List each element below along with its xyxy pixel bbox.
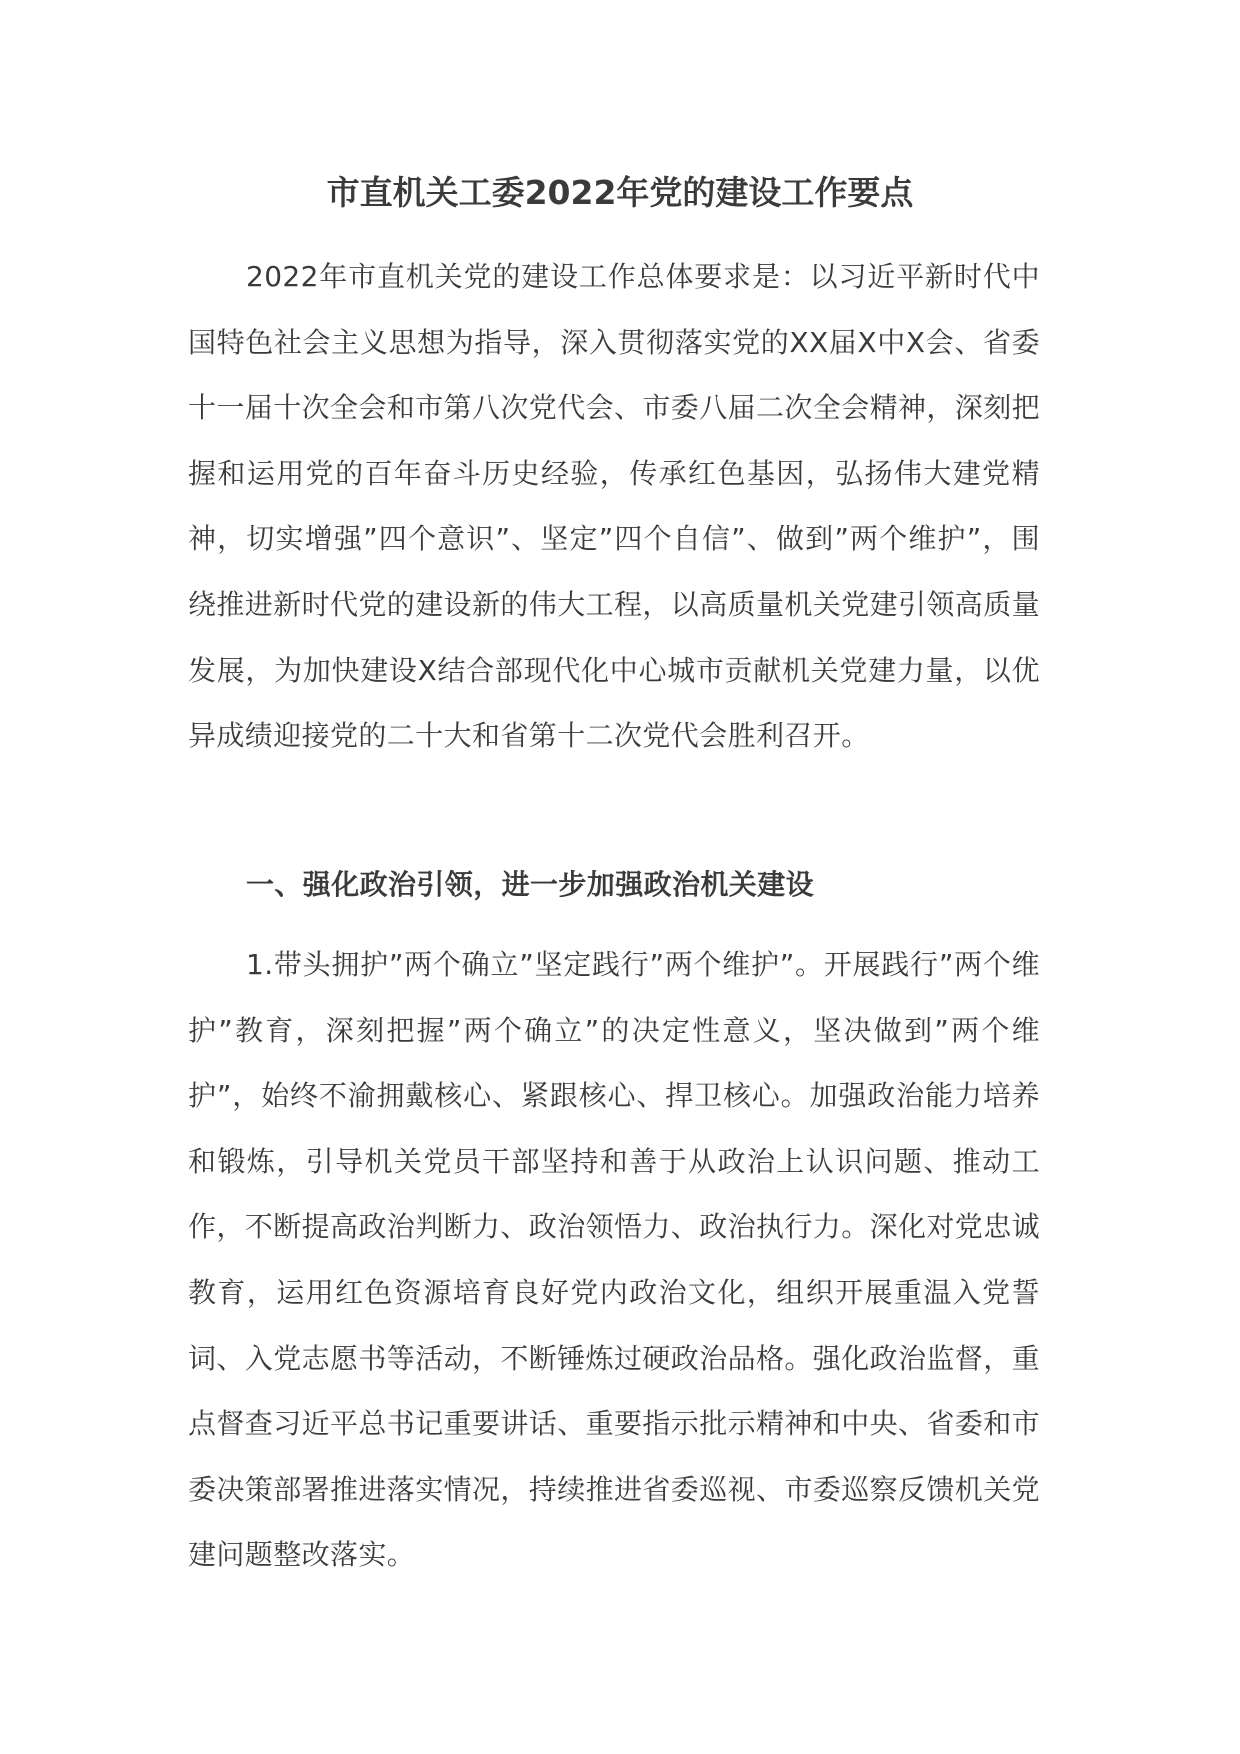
intro-paragraph: 2022年市直机关党的建设工作总体要求是：以习近平新时代中国特色社会主义思想为指导，深入贯彻落实党的XX届X中X会、省委十一届十次全会和市第八次党代会、市委八届二次全会精神，深刻把握和运用党的百年奋斗历史经验，传承红色基因，弘扬伟大建党精神，切实增强”四个意识”、坚定”四个自信”、做到”两个维护”，围绕推进新时代党的建设新的伟大工程，以高质量机关党建引领高质量发展，为加快建设X结合部现代化中心城市贡献机关党建力量，以优异成绩迎接党的二十大和省第十二次党代会胜利召开。	[188, 260, 1041, 753]
section-heading: 一、强化政治引领，进一步加强政治机关建设	[246, 868, 815, 901]
document-title: 市直机关工委2022年党的建设工作要点	[326, 173, 914, 212]
section-item-paragraph: 1.带头拥护”两个确立”坚定践行”两个维护”。开展践行”两个维护”教育，深刻把握”两个确立”的决定性意义，坚决做到”两个维护”，始终不渝拥戴核心、紧跟核心、捍卫核心。加强政治能力培养和锻炼，引导机关党员干部坚持和善于从政治上认识问题、推动工作，不断提高政治判断力、政治领悟力、政治执行力。深化对党忠诚教育，运用红色资源培育良好党内政治文化，组织开展重温入党誓词、入党志愿书等活动，不断锤炼过硬政治品格。强化政治监督，重点督查习近平总书记重要讲话、重要指示批示精神和中央、省委和市委决策部署推进落实情况，持续推进省委巡视、市委巡察反馈机关党建问题整改落实。	[188, 948, 1041, 1572]
